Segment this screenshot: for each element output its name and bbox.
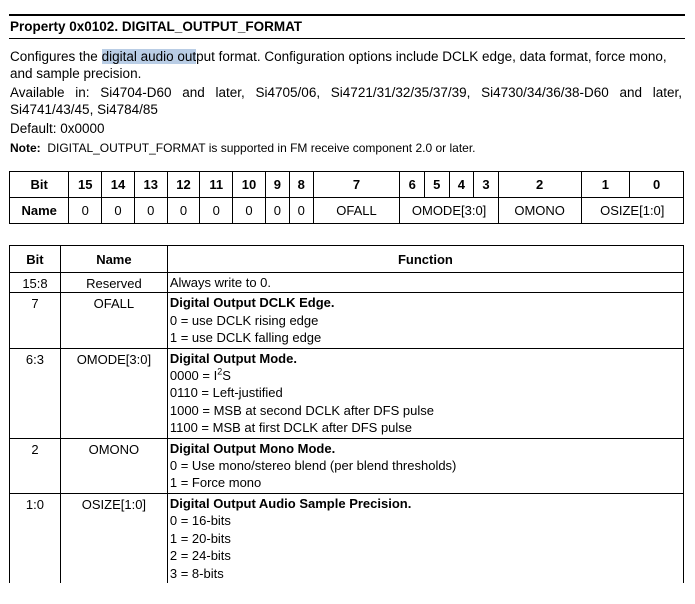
table-row [10,273,684,293]
bit-cell: 11 [200,172,233,198]
row-name: OMODE[3:0] [60,348,167,438]
bit-cell: 3 [474,172,499,198]
function-line: Always write to 0. [169,275,272,290]
function-title: Digital Output Mono Mode. [169,440,336,456]
row-function [167,493,683,583]
function-line: 1 = use DCLK falling edge [169,330,322,346]
function-line [170,367,683,384]
row-name: OSIZE[1:0] [60,493,167,583]
title-rule [9,38,685,39]
function-table-header [10,246,684,273]
name-cell: OMODE[3:0] [400,198,498,224]
bit-cell: 10 [233,172,266,198]
bit-cell: 14 [102,172,135,198]
i2s-superscript: 2 [217,366,223,377]
bit-cell: 15 [69,172,102,198]
row-name: Reserved [60,273,167,293]
row-function [167,348,683,438]
function-line: 2 = 24-bits [169,548,231,564]
name-cell: OMONO [498,198,581,224]
function-title: Digital Output DCLK Edge. [169,295,335,311]
availability-line-1: Available in: Si4704-D60 and later, Si4705/06, Si4721/31/32/35/37/39, Si4730/34/36/38-D60 and later, [10,85,682,100]
bit-cell: 7 [313,172,400,198]
name-cell: 0 [265,198,289,224]
description-highlight: digital audio out [101,49,197,64]
function-line: 0 = Use mono/stereo blend (per blend thresholds) [169,458,457,474]
function-line: 0 = use DCLK rising edge [169,312,319,328]
row-bit: 6:3 [10,348,61,438]
bit-cell: 12 [167,172,200,198]
note [10,140,682,157]
column-header-function: Function [167,246,683,273]
function-title: Digital Output Audio Sample Precision. [169,495,412,511]
name-cell: OFALL [313,198,400,224]
function-line: 1000 = MSB at second DCLK after DFS pulse [169,402,434,418]
row-bit: 1:0 [10,493,61,583]
row-bit: 7 [10,293,61,348]
name-cell: 0 [289,198,313,224]
bit-cell: 4 [449,172,474,198]
name-cell: 0 [200,198,233,224]
bit-cell: 6 [400,172,425,198]
bit-layout-table [9,171,684,224]
function-line: 1 = 20-bits [169,530,231,546]
description-after: put format. Configuration options include DCLK edge, data format, force mono, and sample precision. [10,49,667,81]
description [10,48,682,82]
bit-header: Bit [10,172,69,198]
default-value: Default: 0x0000 [10,121,105,136]
column-header-name: Name [60,246,167,273]
function-title: Digital Output Mode. [169,350,297,366]
row-bit: 15:8 [10,273,61,293]
bit-cell: 5 [425,172,450,198]
function-line: 0110 = Left-justified [169,385,283,401]
note-text: DIGITAL_OUTPUT_FORMAT is supported in FM receive component 2.0 or later. [47,141,476,155]
top-rule [9,14,685,16]
bit-cell: 1 [581,172,630,198]
row-function [167,273,683,293]
function-line: 1 = Force mono [169,475,262,491]
name-cell: 0 [69,198,102,224]
function-table [9,245,684,583]
function-line: 0 = 16-bits [169,513,231,529]
table-row [10,493,684,583]
row-function [167,293,683,348]
i2s-prefix: 0000 = I [169,368,218,384]
row-function [167,438,683,493]
name-cell: 0 [233,198,266,224]
note-label: Note: [10,141,41,155]
table-row [10,348,684,438]
bit-row [10,172,684,198]
table-row [10,438,684,493]
name-cell: 0 [134,198,167,224]
availability-line-2: Si4741/43/45, Si4784/85 [10,102,158,117]
bit-cell: 0 [630,172,684,198]
function-line: 3 = 8-bits [169,565,224,581]
table-row [10,293,684,348]
name-cell: OSIZE[1:0] [581,198,683,224]
page-title: Property 0x0102. DIGITAL_OUTPUT_FORMAT [10,19,303,34]
name-cell: 0 [102,198,135,224]
description-before: Configures the [10,49,102,64]
row-name: OFALL [60,293,167,348]
bit-cell: 2 [498,172,581,198]
i2s-suffix: S [222,368,231,384]
bit-cell: 8 [289,172,313,198]
function-line: 1100 = MSB at first DCLK after DFS pulse [169,420,413,436]
name-cell: 0 [167,198,200,224]
bit-cell: 13 [134,172,167,198]
bit-cell: 9 [265,172,289,198]
name-header: Name [10,198,69,224]
name-row [10,198,684,224]
row-bit: 2 [10,438,61,493]
row-name: OMONO [60,438,167,493]
column-header-bit: Bit [10,246,61,273]
